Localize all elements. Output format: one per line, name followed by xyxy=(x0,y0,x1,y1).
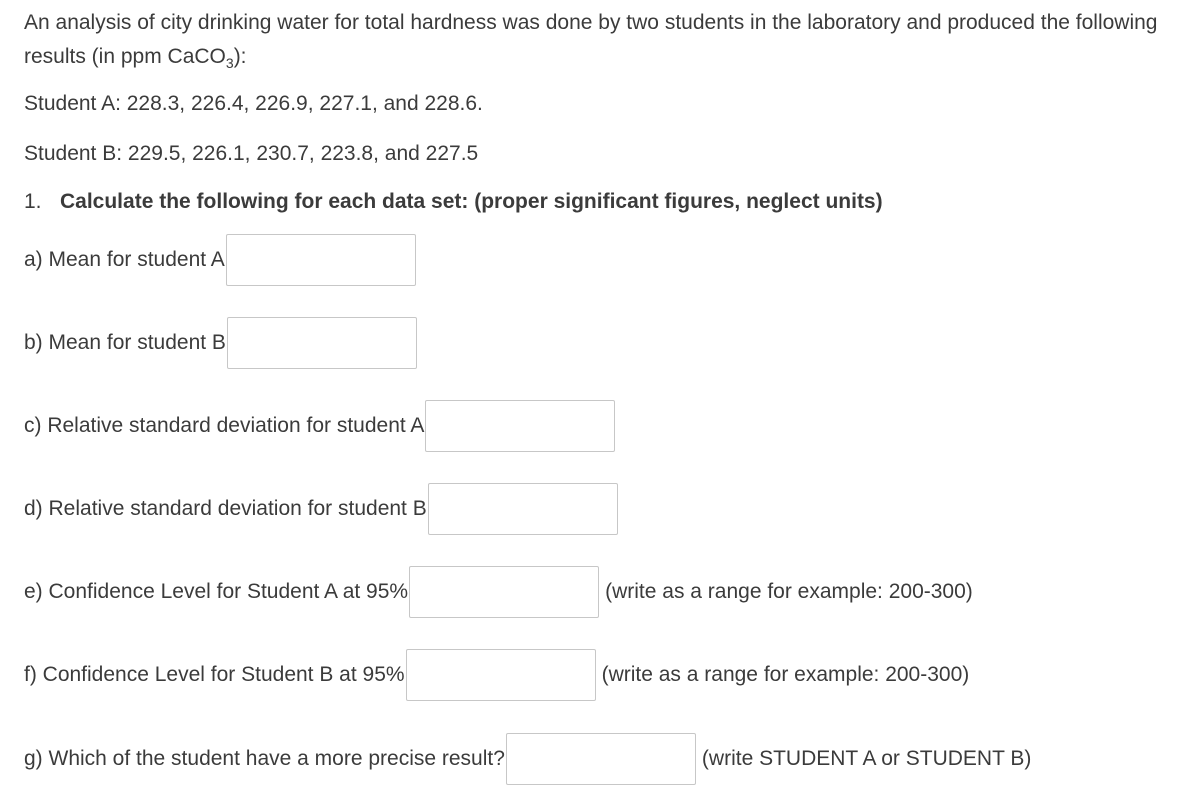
item-e-label: e) Confidence Level for Student A at 95% xyxy=(24,580,409,603)
item-a-label: a) Mean for student A xyxy=(24,248,225,271)
item-g-hint: (write STUDENT A or STUDENT B) xyxy=(701,747,1032,770)
item-g-label: g) Which of the student have a more precise result? xyxy=(24,747,505,770)
item-f-row xyxy=(24,649,969,701)
mean-student-a-input[interactable] xyxy=(226,234,416,286)
question-number: 1. xyxy=(24,190,42,213)
item-e-row xyxy=(24,566,973,618)
item-f-label: f) Confidence Level for Student B at 95% xyxy=(24,663,405,686)
item-b-label: b) Mean for student B xyxy=(24,331,226,354)
problem-intro xyxy=(24,6,1184,80)
student-b-data: Student B: 229.5, 226.1, 230.7, 223.8, and 227.5 xyxy=(24,142,479,165)
item-d-label: d) Relative standard deviation for student B xyxy=(24,497,427,520)
item-b-row xyxy=(24,317,417,369)
intro-text-end: ): xyxy=(233,45,247,68)
item-a-row xyxy=(24,234,416,286)
item-c-row xyxy=(24,400,615,452)
question-text: Calculate the following for each data set: (proper significant figures, neglect units) xyxy=(60,190,883,213)
question-heading xyxy=(24,188,883,216)
intro-subscript: 3 xyxy=(225,55,234,72)
intro-text: An analysis of city drinking water for total hardness was done by two students in the laboratory and produced the following results (in ppm CaCO xyxy=(24,11,1158,68)
confidence-student-a-input[interactable] xyxy=(409,566,599,618)
item-f-hint: (write as a range for example: 200-300) xyxy=(601,663,970,686)
more-precise-student-input[interactable] xyxy=(506,733,696,785)
rsd-student-a-input[interactable] xyxy=(425,400,615,452)
item-e-hint: (write as a range for example: 200-300) xyxy=(605,580,973,603)
student-a-data: Student A: 228.3, 226.4, 226.9, 227.1, and 228.6. xyxy=(24,92,483,115)
mean-student-b-input[interactable] xyxy=(227,317,417,369)
confidence-student-b-input[interactable] xyxy=(406,649,596,701)
item-d-row xyxy=(24,483,618,535)
item-g-row xyxy=(24,733,1031,785)
rsd-student-b-input[interactable] xyxy=(428,483,618,535)
item-c-label: c) Relative standard deviation for student A xyxy=(24,414,425,437)
